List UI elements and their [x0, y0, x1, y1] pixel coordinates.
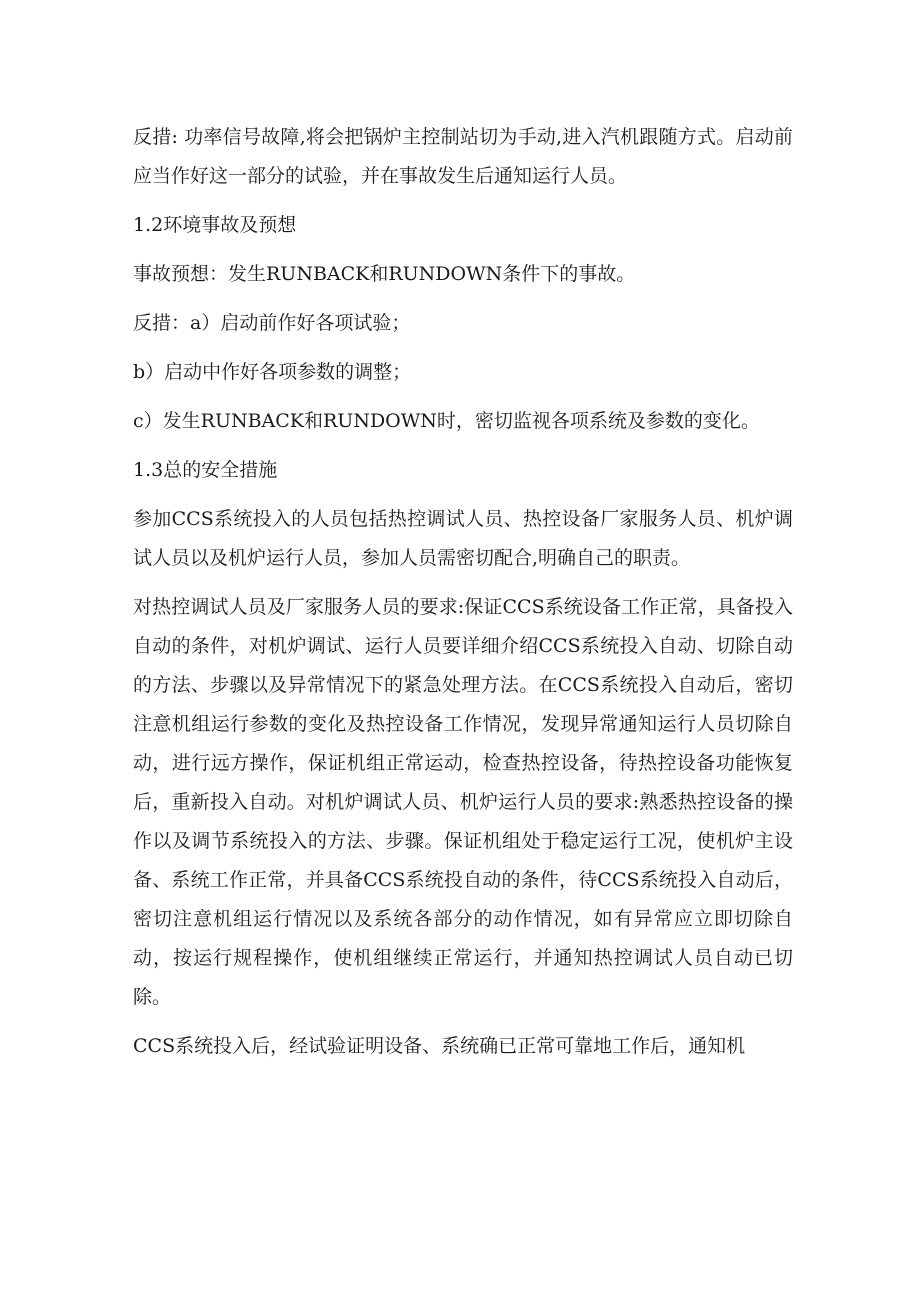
document-body [133, 118, 793, 1076]
paragraph-participants: 参加CCS系统投入的人员包括热控调试人员、热控设备厂家服务人员、机炉调试人员以及机炉运行人员，参加人员需密切配合,明确自己的职责。 [133, 508, 793, 569]
paragraph-requirements: 对热控调试人员及厂家服务人员的要求:保证CCS系统设备工作正常，具备投入自动的条件，对机炉调试、运行人员要详细介绍CCS系统投入自动、切除自动的方法、步骤以及异常情况下的紧急处理方法。在CCS系统投入自动后，密切注意机组运行参数的变化及热控设备工作情况，发现异常通知运行人员切除自动，进行远方操作，保证机组正常运动，检查热控设备，待热控设备功能恢复后，重新投入自动。对机炉调试人员、机炉运行人员的要求:熟悉热控设备的操作以及调节系统投入的方法、步骤。保证机组处于稳定运行工况，使机炉主设备、系统工作正常，并具备CCS系统投自动的条件，待CCS系统投入自动后，密切注意机组运行情况以及系统各部分的动作情况，如有异常应立即切除自动，按运行规程操作，使机组继续正常运行，并通知热控调试人员自动已切除。 [133, 596, 793, 1008]
list-item-a: 反措：a）启动前作好各项试验； [133, 312, 411, 334]
list-item-c: c）发生RUNBACK和RUNDOWN时，密切监视各项系统及参数的变化。 [133, 410, 760, 432]
paragraph-accident-assumption: 事故预想：发生RUNBACK和RUNDOWN条件下的事故。 [133, 263, 636, 285]
list-item-b: b）启动中作好各项参数的调整； [133, 361, 412, 383]
section-heading-1-3: 1.3总的安全措施 [133, 459, 278, 481]
paragraph-ccs-after-input: CCS系统投入后，经试验证明设备、系统确已正常可靠地工作后，通知机 [133, 1035, 746, 1057]
section-heading-1-2: 1.2环境事故及预想 [133, 214, 297, 236]
paragraph-countermeasure-power-signal: 反措: 功率信号故障,将会把锅炉主控制站切为手动,进入汽机跟随方式。启动前应当作好这一部分的试验，并在事故发生后通知运行人员。 [133, 126, 793, 187]
